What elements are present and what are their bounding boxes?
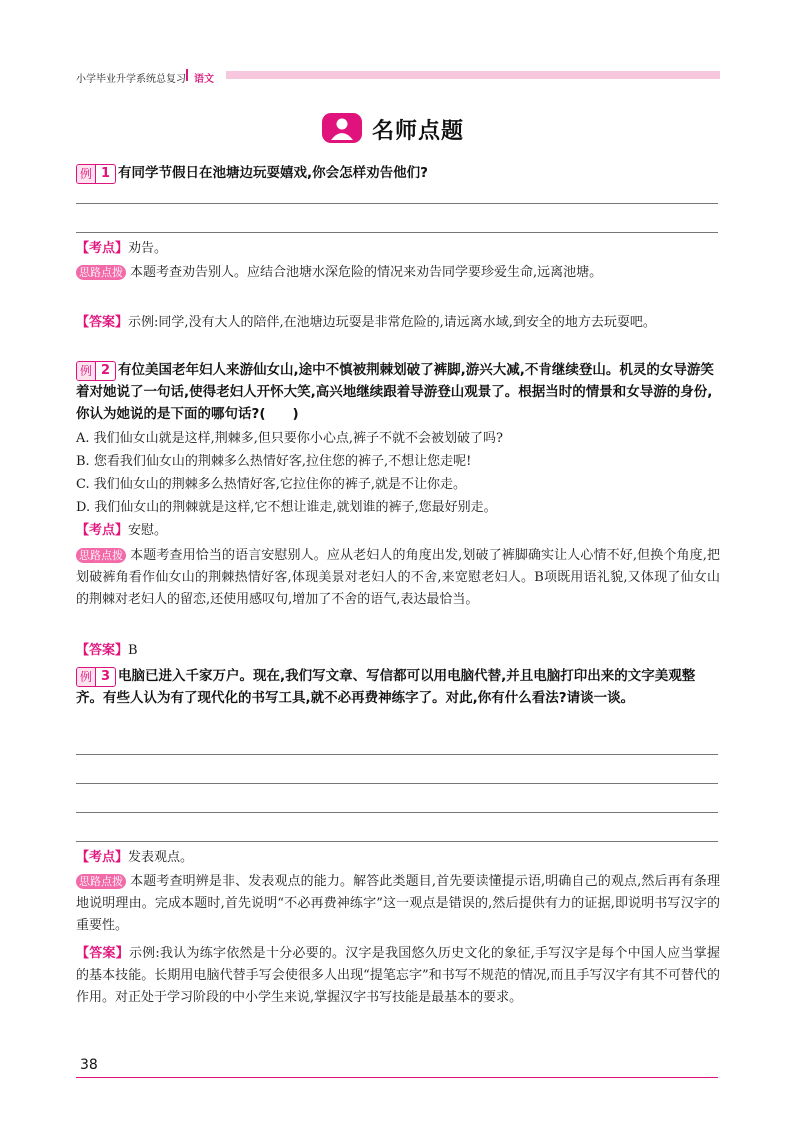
example-2-silu <box>76 545 720 611</box>
example-label: 例 <box>77 668 95 686</box>
example-3-kaodian <box>76 847 193 869</box>
example-2-question <box>76 359 722 425</box>
option-c: C. 我们仙女山的荆棘多么热情好客,它拉住你的裤子,就是不让你走。 <box>76 477 467 492</box>
kaodian-text: 安慰。 <box>128 523 168 538</box>
question-text: 有位美国老年妇人来游仙女山,途中不慎被荆棘划破了裤脚,游兴大减,不肯继续登山。机灵的女导游笑着对她说了一句话,使得老妇人开怀大笑,高兴地继续跟着导游登山观景了。根据当时的情景和女导游的身份,你认为她说的是下面的哪句话?( ) <box>76 362 714 422</box>
page-number: 38 <box>80 1057 98 1073</box>
silu-text: 本题考查劝告别人。应结合池塘水深危险的情况来劝告同学要珍爱生命,远离池塘。 <box>130 265 603 280</box>
footer-line <box>76 1077 718 1078</box>
header-bar <box>226 71 720 79</box>
silu-text: 本题考查用恰当的语言安慰别人。应从老妇人的角度出发,划破了裤脚确实让人心情不好,但换个角度,把划破裤角看作仙女山的荆棘热情好客,体现美景对老妇人的不舍,来宽慰老妇人。B项既用语礼貌,又体现了仙女山的荆棘对老妇人的留恋,还使用感叹句,增加了不舍的语气,表达最恰当。 <box>76 548 720 607</box>
example-3-silu <box>76 871 720 937</box>
example-1-silu <box>76 262 720 284</box>
answer-line <box>76 232 718 233</box>
kaodian-text: 劝告。 <box>128 241 168 256</box>
silu-pill: 思路点拨 <box>76 874 126 889</box>
question-text: 有同学节假日在池塘边玩耍嬉戏,你会怎样劝告他们? <box>118 165 428 181</box>
answer-line <box>76 203 718 204</box>
kaodian-text: 发表观点。 <box>128 850 194 865</box>
example-3-question <box>76 665 722 709</box>
option-a: A. 我们仙女山就是这样,荆棘多,但只要你小心点,裤子不就不会被划破了吗? <box>76 431 504 446</box>
example-label: 例 <box>77 165 95 183</box>
answer-line <box>76 754 718 755</box>
header-series: 小学毕业升学系统总复习 <box>76 74 186 85</box>
kaodian-tag: 【考点】 <box>76 523 129 538</box>
answer-tag: 【答案】 <box>76 315 129 330</box>
option-b: B. 您看我们仙女山的荆棘多么热情好客,拉住您的裤子,不想让您走呢! <box>76 454 472 469</box>
example-number: 1 <box>95 165 115 183</box>
answer-line <box>76 812 718 813</box>
example-1-answer <box>76 312 720 334</box>
teacher-icon <box>322 113 362 143</box>
answer-text: B <box>128 643 138 658</box>
answer-text: 示例:我认为练字依然是十分必要的。汉字是我国悠久历史文化的象征,手写汉字是每个中国人应当掌握的基本技能。长期用电脑代替手写会使很多人出现“提笔忘字”和书写不规范的情况,而且手写汉字有其不可替代的作用。对正处于学习阶段的中小学生来说,掌握汉字书写技能是最基本的要求。 <box>76 946 720 1005</box>
kaodian-tag: 【考点】 <box>76 850 129 865</box>
silu-pill: 思路点拨 <box>76 265 126 280</box>
example-number: 3 <box>95 668 115 686</box>
example-2-kaodian <box>76 520 167 542</box>
header-subject: 语文 <box>194 74 214 85</box>
answer-text: 示例:同学,没有大人的陪伴,在池塘边玩耍是非常危险的,请远离水域,到安全的地方去玩耍吧。 <box>128 315 656 330</box>
option-d: D. 我们仙女山的荆棘就是这样,它不想让谁走,就划谁的裤子,您最好别走。 <box>76 500 497 515</box>
example-1-kaodian <box>76 238 167 260</box>
kaodian-tag: 【考点】 <box>76 241 129 256</box>
silu-pill: 思路点拨 <box>76 548 126 563</box>
answer-tag: 【答案】 <box>76 643 129 658</box>
example-1-question <box>76 162 722 184</box>
section-title: 名师点题 <box>372 119 465 144</box>
header-separator <box>186 69 188 81</box>
answer-tag: 【答案】 <box>76 946 129 961</box>
example-label: 例 <box>77 362 95 380</box>
example-3-answer <box>76 943 720 1009</box>
example-2-answer <box>76 640 138 662</box>
silu-text: 本题考查明辨是非、发表观点的能力。解答此类题目,首先要读懂提示语,明确自己的观点,然后再有条理地说明理由。完成本题时,首先说明“不必再费神练字”这一观点是错误的,然后提供有力的证据,即说明书写汉字的重要性。 <box>76 874 720 933</box>
question-text: 电脑已进入千家万户。现在,我们写文章、写信都可以用电脑代替,并且电脑打印出来的文字美观整齐。有些人认为有了现代化的书写工具,就不必再费神练字了。对此,你有什么看法?请谈一谈。 <box>76 668 696 706</box>
example-number: 2 <box>95 362 115 380</box>
answer-line <box>76 783 718 784</box>
answer-line <box>76 841 718 842</box>
